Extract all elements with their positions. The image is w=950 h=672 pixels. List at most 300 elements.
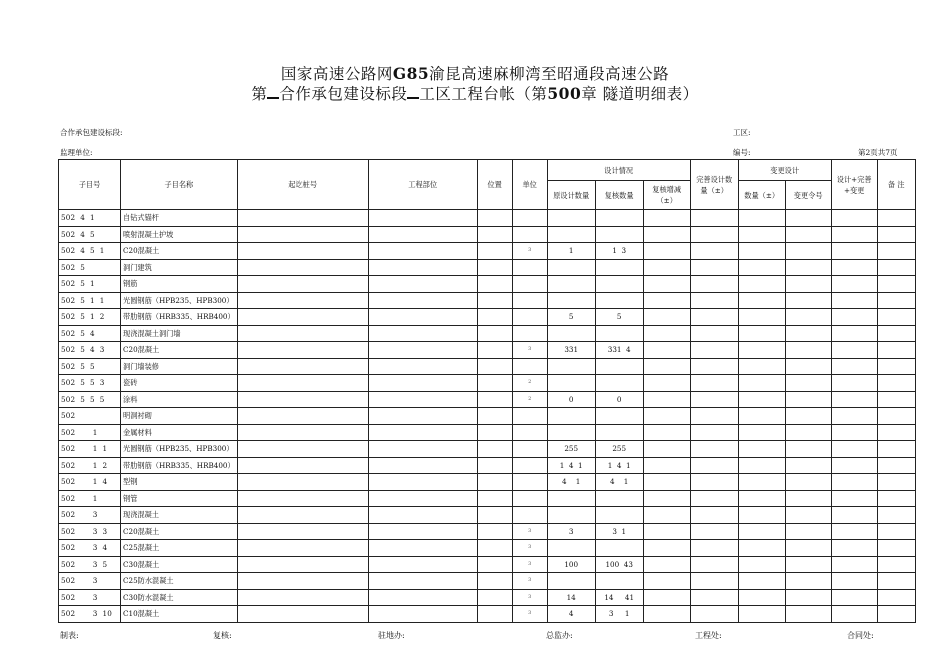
cell-stake bbox=[237, 226, 368, 243]
work-area-label: 工区: bbox=[733, 128, 751, 137]
cell-code: 502 1 1 bbox=[59, 441, 121, 458]
cell-position bbox=[477, 358, 512, 375]
cell-change-qty bbox=[738, 226, 785, 243]
cell-position bbox=[477, 276, 512, 293]
cell-position bbox=[477, 424, 512, 441]
cell-change-qty bbox=[738, 259, 785, 276]
table-row bbox=[59, 606, 916, 623]
cell-perfect-design bbox=[690, 457, 738, 474]
cell-stake bbox=[237, 358, 368, 375]
cell-change-order bbox=[785, 342, 831, 359]
table-row bbox=[59, 507, 916, 524]
cell-name: 洞门墙装修 bbox=[121, 358, 238, 375]
cell-design-plus bbox=[831, 358, 877, 375]
cell-recheck-change bbox=[643, 589, 690, 606]
cell-design-plus bbox=[831, 292, 877, 309]
cell-name: 带肋钢筋（HRB335、HRB400） bbox=[121, 457, 238, 474]
cell-part bbox=[368, 441, 477, 458]
cell-perfect-design bbox=[690, 507, 738, 524]
cell-change-qty bbox=[738, 375, 785, 392]
cell-change-qty bbox=[738, 210, 785, 227]
cell-part bbox=[368, 507, 477, 524]
cell-orig-qty bbox=[547, 259, 595, 276]
cell-name: C20混凝土 bbox=[121, 243, 238, 260]
cell-code: 502 3 4 bbox=[59, 540, 121, 557]
cell-change-order bbox=[785, 391, 831, 408]
cell-position bbox=[477, 391, 512, 408]
cell-orig-qty: 100 bbox=[547, 556, 595, 573]
cell-code: 502 5 bbox=[59, 259, 121, 276]
table-body bbox=[59, 210, 916, 623]
cell-orig-qty bbox=[547, 490, 595, 507]
document-title-line1 bbox=[0, 62, 950, 84]
cell-part bbox=[368, 243, 477, 260]
cell-change-order bbox=[785, 210, 831, 227]
cell-perfect-design bbox=[690, 474, 738, 491]
cell-change-order bbox=[785, 573, 831, 590]
cell-unit bbox=[512, 408, 547, 425]
cell-remark bbox=[877, 358, 915, 375]
cell-code: 502 3 bbox=[59, 507, 121, 524]
cell-perfect-design bbox=[690, 573, 738, 590]
table-row bbox=[59, 210, 916, 227]
cell-perfect-design bbox=[690, 540, 738, 557]
cell-unit bbox=[512, 210, 547, 227]
cell-stake bbox=[237, 325, 368, 342]
cell-recheck-qty bbox=[595, 507, 643, 524]
cell-design-plus bbox=[831, 259, 877, 276]
cell-unit bbox=[512, 226, 547, 243]
table-row bbox=[59, 309, 916, 326]
cell-design-plus bbox=[831, 441, 877, 458]
cell-part bbox=[368, 342, 477, 359]
cell-unit bbox=[512, 507, 547, 524]
header-name: 子目名称 bbox=[121, 160, 238, 210]
cell-stake bbox=[237, 276, 368, 293]
cell-stake bbox=[237, 606, 368, 623]
cell-recheck-qty bbox=[595, 276, 643, 293]
cell-design-plus bbox=[831, 424, 877, 441]
cell-stake bbox=[237, 573, 368, 590]
cell-part bbox=[368, 292, 477, 309]
cell-unit bbox=[512, 441, 547, 458]
cell-code: 502 3 5 bbox=[59, 556, 121, 573]
cell-perfect-design bbox=[690, 309, 738, 326]
cell-name: C30防水混凝土 bbox=[121, 589, 238, 606]
cell-orig-qty: 255 bbox=[547, 441, 595, 458]
cell-remark bbox=[877, 507, 915, 524]
cell-code: 502 3 bbox=[59, 573, 121, 590]
document-title-line2 bbox=[0, 82, 950, 104]
table-row bbox=[59, 408, 916, 425]
header-recheck-change: 复核增减（±） bbox=[643, 181, 690, 210]
cell-position bbox=[477, 292, 512, 309]
cell-recheck-change bbox=[643, 276, 690, 293]
cell-stake bbox=[237, 523, 368, 540]
cell-change-qty bbox=[738, 457, 785, 474]
cell-change-qty bbox=[738, 292, 785, 309]
cell-position bbox=[477, 325, 512, 342]
title-text: 工区工程台帐（第 bbox=[419, 85, 548, 103]
cell-orig-qty bbox=[547, 375, 595, 392]
blank-underline bbox=[267, 85, 279, 99]
cell-design-plus bbox=[831, 276, 877, 293]
cell-name: 瓷砖 bbox=[121, 375, 238, 392]
cell-change-qty bbox=[738, 523, 785, 540]
header-design-plus: 设计+完善+变更 bbox=[831, 160, 877, 210]
cell-recheck-qty bbox=[595, 540, 643, 557]
cell-design-plus bbox=[831, 573, 877, 590]
table-row bbox=[59, 325, 916, 342]
cell-recheck-qty bbox=[595, 573, 643, 590]
cell-position bbox=[477, 589, 512, 606]
cell-change-qty bbox=[738, 589, 785, 606]
cell-stake bbox=[237, 375, 368, 392]
cell-change-qty bbox=[738, 573, 785, 590]
cell-change-order bbox=[785, 523, 831, 540]
cell-position bbox=[477, 243, 512, 260]
header-code: 子目号 bbox=[59, 160, 121, 210]
cell-design-plus bbox=[831, 309, 877, 326]
cell-perfect-design bbox=[690, 589, 738, 606]
cell-remark bbox=[877, 441, 915, 458]
cell-stake bbox=[237, 243, 368, 260]
cell-unit bbox=[512, 474, 547, 491]
cell-remark bbox=[877, 391, 915, 408]
cell-name: C25混凝土 bbox=[121, 540, 238, 557]
cell-recheck-qty bbox=[595, 408, 643, 425]
title-text: 渝昆高速麻柳湾至昭通段高速公路 bbox=[429, 65, 670, 83]
cell-part bbox=[368, 259, 477, 276]
cell-remark bbox=[877, 309, 915, 326]
cell-part bbox=[368, 210, 477, 227]
cell-design-plus bbox=[831, 507, 877, 524]
header-change-group: 变更设计 bbox=[738, 160, 831, 181]
cell-code: 502 5 1 bbox=[59, 276, 121, 293]
cell-design-plus bbox=[831, 540, 877, 557]
cell-position bbox=[477, 523, 512, 540]
cell-name: 明洞衬砌 bbox=[121, 408, 238, 425]
cell-orig-qty bbox=[547, 573, 595, 590]
cell-stake bbox=[237, 540, 368, 557]
cell-stake bbox=[237, 490, 368, 507]
cell-design-plus bbox=[831, 474, 877, 491]
cell-name: C20混凝土 bbox=[121, 523, 238, 540]
cell-orig-qty bbox=[547, 276, 595, 293]
cell-orig-qty bbox=[547, 325, 595, 342]
cell-recheck-qty bbox=[595, 259, 643, 276]
cell-orig-qty: 14 bbox=[547, 589, 595, 606]
cell-position bbox=[477, 342, 512, 359]
cell-name: 带肋钢筋（HRB335、HRB400） bbox=[121, 309, 238, 326]
cell-recheck-qty: 1 3 bbox=[595, 243, 643, 260]
cell-code: 502 bbox=[59, 408, 121, 425]
footer-resident: 驻地办: bbox=[378, 631, 405, 640]
cell-name: 喷射混凝土护坡 bbox=[121, 226, 238, 243]
cell-part bbox=[368, 606, 477, 623]
header-remark: 备 注 bbox=[877, 160, 915, 210]
cell-remark bbox=[877, 342, 915, 359]
cell-change-order bbox=[785, 556, 831, 573]
cell-change-qty bbox=[738, 391, 785, 408]
cell-part bbox=[368, 540, 477, 557]
cell-remark bbox=[877, 523, 915, 540]
cell-perfect-design bbox=[690, 556, 738, 573]
cell-recheck-change bbox=[643, 226, 690, 243]
cell-recheck-change bbox=[643, 391, 690, 408]
cell-change-qty bbox=[738, 243, 785, 260]
cell-remark bbox=[877, 276, 915, 293]
cell-design-plus bbox=[831, 226, 877, 243]
cell-remark bbox=[877, 606, 915, 623]
header-change-order: 变更令号 bbox=[785, 181, 831, 210]
cell-change-qty bbox=[738, 408, 785, 425]
table-row bbox=[59, 441, 916, 458]
cell-change-qty bbox=[738, 342, 785, 359]
header-recheck-qty: 复核数量 bbox=[595, 181, 643, 210]
cell-remark bbox=[877, 259, 915, 276]
cell-change-order bbox=[785, 259, 831, 276]
cell-stake bbox=[237, 457, 368, 474]
cell-name: 型钢 bbox=[121, 474, 238, 491]
cell-remark bbox=[877, 573, 915, 590]
cell-unit: 3 bbox=[512, 243, 547, 260]
cell-stake bbox=[237, 556, 368, 573]
cell-recheck-qty bbox=[595, 325, 643, 342]
cell-stake bbox=[237, 342, 368, 359]
cell-recheck-qty: 3 1 bbox=[595, 606, 643, 623]
cell-change-order bbox=[785, 424, 831, 441]
cell-recheck-change bbox=[643, 408, 690, 425]
cell-orig-qty: 1 4 1 bbox=[547, 457, 595, 474]
cell-recheck-qty: 331 4 bbox=[595, 342, 643, 359]
cell-position bbox=[477, 441, 512, 458]
cell-recheck-change bbox=[643, 556, 690, 573]
cell-recheck-change bbox=[643, 523, 690, 540]
title-text-bold: G85 bbox=[392, 64, 430, 83]
cell-code: 502 5 4 3 bbox=[59, 342, 121, 359]
cell-change-qty bbox=[738, 556, 785, 573]
cell-recheck-qty bbox=[595, 424, 643, 441]
cell-code: 502 4 5 bbox=[59, 226, 121, 243]
cell-perfect-design bbox=[690, 276, 738, 293]
cell-change-order bbox=[785, 325, 831, 342]
cell-recheck-qty bbox=[595, 490, 643, 507]
cell-name: C30混凝土 bbox=[121, 556, 238, 573]
cell-position bbox=[477, 408, 512, 425]
cell-orig-qty bbox=[547, 292, 595, 309]
cell-change-order bbox=[785, 490, 831, 507]
cell-part bbox=[368, 325, 477, 342]
cell-design-plus bbox=[831, 210, 877, 227]
cell-perfect-design bbox=[690, 490, 738, 507]
cell-change-order bbox=[785, 507, 831, 524]
cell-name: 金属材料 bbox=[121, 424, 238, 441]
cell-stake bbox=[237, 441, 368, 458]
cell-unit: 3 bbox=[512, 540, 547, 557]
cell-code: 502 3 bbox=[59, 589, 121, 606]
contract-label: 合作承包建设标段: bbox=[60, 128, 123, 137]
cell-change-qty bbox=[738, 358, 785, 375]
cell-part bbox=[368, 589, 477, 606]
cell-recheck-change bbox=[643, 540, 690, 557]
cell-change-qty bbox=[738, 309, 785, 326]
cell-design-plus bbox=[831, 243, 877, 260]
cell-code: 502 5 1 2 bbox=[59, 309, 121, 326]
cell-unit bbox=[512, 424, 547, 441]
footer-engineering: 工程处: bbox=[695, 631, 722, 640]
cell-part bbox=[368, 490, 477, 507]
cell-change-order bbox=[785, 276, 831, 293]
cell-name: 现浇混凝土洞门墙 bbox=[121, 325, 238, 342]
cell-perfect-design bbox=[690, 523, 738, 540]
cell-design-plus bbox=[831, 325, 877, 342]
cell-remark bbox=[877, 375, 915, 392]
cell-change-order bbox=[785, 375, 831, 392]
cell-unit: 3 bbox=[512, 606, 547, 623]
supervisor-label: 监理单位: bbox=[60, 148, 93, 157]
cell-recheck-change bbox=[643, 424, 690, 441]
cell-name: 自钻式锚杆 bbox=[121, 210, 238, 227]
cell-perfect-design bbox=[690, 424, 738, 441]
cell-name: 光圆钢筋（HPB235、HPB300） bbox=[121, 292, 238, 309]
cell-recheck-qty bbox=[595, 358, 643, 375]
cell-stake bbox=[237, 259, 368, 276]
cell-recheck-change bbox=[643, 309, 690, 326]
cell-remark bbox=[877, 490, 915, 507]
cell-unit: 3 bbox=[512, 342, 547, 359]
cell-recheck-qty: 100 43 bbox=[595, 556, 643, 573]
cell-code: 502 4 1 bbox=[59, 210, 121, 227]
cell-change-order bbox=[785, 408, 831, 425]
table-row bbox=[59, 391, 916, 408]
cell-remark bbox=[877, 556, 915, 573]
cell-perfect-design bbox=[690, 342, 738, 359]
cell-code: 502 5 5 5 bbox=[59, 391, 121, 408]
cell-design-plus bbox=[831, 342, 877, 359]
header-orig-qty: 原设计数量 bbox=[547, 181, 595, 210]
cell-unit bbox=[512, 457, 547, 474]
cell-recheck-qty: 0 bbox=[595, 391, 643, 408]
cell-name: 洞门建筑 bbox=[121, 259, 238, 276]
cell-perfect-design bbox=[690, 606, 738, 623]
footer-contract: 合同处: bbox=[847, 631, 874, 640]
cell-design-plus bbox=[831, 606, 877, 623]
cell-orig-qty: 1 bbox=[547, 243, 595, 260]
table-row bbox=[59, 589, 916, 606]
cell-position bbox=[477, 606, 512, 623]
cell-part bbox=[368, 457, 477, 474]
cell-recheck-qty: 14 41 bbox=[595, 589, 643, 606]
cell-design-plus bbox=[831, 457, 877, 474]
cell-orig-qty bbox=[547, 210, 595, 227]
cell-design-plus bbox=[831, 523, 877, 540]
table-row bbox=[59, 573, 916, 590]
cell-recheck-change bbox=[643, 375, 690, 392]
cell-design-plus bbox=[831, 391, 877, 408]
cell-remark bbox=[877, 424, 915, 441]
cell-part bbox=[368, 391, 477, 408]
cell-recheck-qty bbox=[595, 292, 643, 309]
cell-remark bbox=[877, 226, 915, 243]
table-row bbox=[59, 358, 916, 375]
cell-position bbox=[477, 540, 512, 557]
cell-recheck-change bbox=[643, 507, 690, 524]
cell-design-plus bbox=[831, 408, 877, 425]
cell-part bbox=[368, 309, 477, 326]
cell-remark bbox=[877, 408, 915, 425]
header-position: 位置 bbox=[477, 160, 512, 210]
cell-recheck-change bbox=[643, 457, 690, 474]
title-text-bold: 500 bbox=[547, 84, 582, 103]
cell-position bbox=[477, 226, 512, 243]
cell-part bbox=[368, 375, 477, 392]
cell-recheck-qty: 4 1 bbox=[595, 474, 643, 491]
table-row bbox=[59, 556, 916, 573]
cell-stake bbox=[237, 507, 368, 524]
cell-remark bbox=[877, 540, 915, 557]
table-row bbox=[59, 342, 916, 359]
cell-perfect-design bbox=[690, 408, 738, 425]
cell-position bbox=[477, 309, 512, 326]
cell-code: 502 4 5 1 bbox=[59, 243, 121, 260]
cell-name: 钢管 bbox=[121, 490, 238, 507]
cell-code: 502 1 2 bbox=[59, 457, 121, 474]
cell-position bbox=[477, 474, 512, 491]
cell-part bbox=[368, 226, 477, 243]
cell-change-order bbox=[785, 589, 831, 606]
header-unit: 单位 bbox=[512, 160, 547, 210]
title-text: 章 隧道明细表） bbox=[581, 85, 699, 103]
cell-recheck-change bbox=[643, 292, 690, 309]
cell-change-order bbox=[785, 243, 831, 260]
cell-stake bbox=[237, 210, 368, 227]
cell-position bbox=[477, 573, 512, 590]
cell-part bbox=[368, 424, 477, 441]
cell-change-qty bbox=[738, 490, 785, 507]
cell-recheck-change bbox=[643, 441, 690, 458]
number-label: 编号: bbox=[733, 148, 751, 157]
page-info: 第2页共7页 bbox=[858, 148, 898, 157]
cell-design-plus bbox=[831, 589, 877, 606]
cell-change-order bbox=[785, 292, 831, 309]
cell-code: 502 5 1 1 bbox=[59, 292, 121, 309]
cell-remark bbox=[877, 474, 915, 491]
cell-recheck-change bbox=[643, 342, 690, 359]
cell-position bbox=[477, 490, 512, 507]
cell-change-qty bbox=[738, 276, 785, 293]
cell-stake bbox=[237, 474, 368, 491]
header-stake: 起讫桩号 bbox=[237, 160, 368, 210]
footer-maker: 制表: bbox=[60, 631, 79, 640]
cell-remark bbox=[877, 243, 915, 260]
footer-checker: 复核: bbox=[213, 631, 232, 640]
cell-change-qty bbox=[738, 474, 785, 491]
table-row bbox=[59, 457, 916, 474]
cell-unit bbox=[512, 490, 547, 507]
cell-unit: 2 bbox=[512, 375, 547, 392]
cell-perfect-design bbox=[690, 375, 738, 392]
title-text: 国家高速公路网 bbox=[280, 65, 393, 83]
cell-unit: 3 bbox=[512, 556, 547, 573]
cell-perfect-design bbox=[690, 391, 738, 408]
cell-design-plus bbox=[831, 556, 877, 573]
cell-recheck-qty bbox=[595, 210, 643, 227]
cell-remark bbox=[877, 292, 915, 309]
cell-recheck-change bbox=[643, 490, 690, 507]
cell-name: 钢筋 bbox=[121, 276, 238, 293]
cell-unit bbox=[512, 292, 547, 309]
